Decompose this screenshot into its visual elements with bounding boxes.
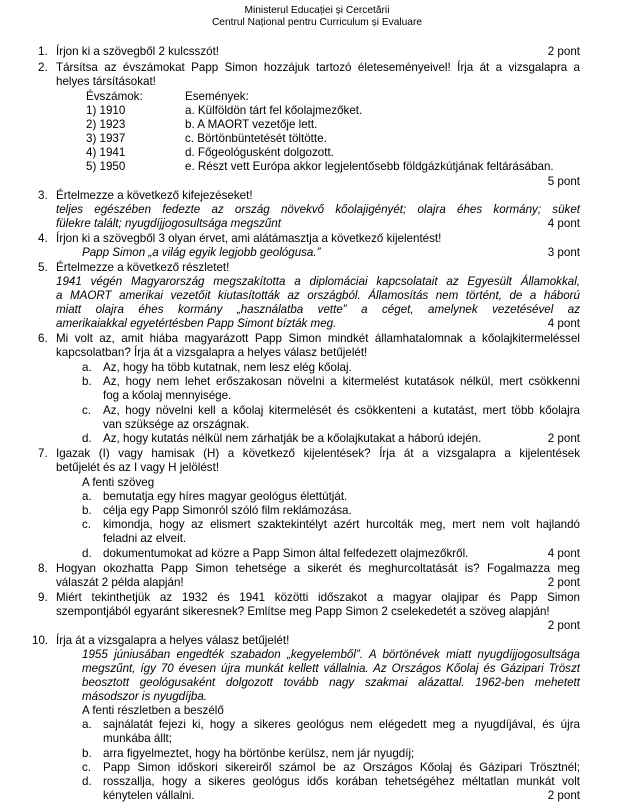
question-text: Értelmezze a következő részletet!: [56, 261, 230, 274]
question-text-cont: kapcsolatban? Írja át a vizsgalapra a helyes válasz betűjelét!: [56, 346, 368, 359]
question-text: Hogyan okozhatta Papp Simon tehetsége a sikerét és meghurcoltatását is? Fogalmazza meg: [56, 562, 580, 575]
points: 2 pont: [547, 576, 580, 589]
quote-line: megszűnt, így 70 évesen újra munkát kellett vállalnia. Az Országos Kőolaj és Gázipari Tröszt: [82, 662, 580, 675]
option-letter: d.: [82, 432, 92, 445]
question-text: Mi volt az, amit hiába magyarázott Papp Simon mindkét államhatalomnak a kőolajkitermeléssel: [56, 332, 580, 345]
question-8: [0, 562, 634, 576]
points: 2 pont: [547, 45, 580, 58]
question-text-cont: betűjelét és az I vagy H jelölést!: [56, 461, 220, 474]
question-text-cont: szempontjából egyaránt sikeresnek? Említse meg Papp Simon 2 cselekedetét a szöveg alapján!: [56, 605, 550, 618]
question-text: Igazak (I) vagy hamisak (H) a következő kijelentések? Írja át a vizsgalapra a kijelentések: [56, 447, 580, 460]
quote-line: teljes egészében fedezte az ország növekvő kőolajigényét; olajra éhes kormány; süket: [56, 203, 580, 216]
option-text-cont: feladni az elveit.: [103, 532, 187, 545]
event: e. Részt vett Európa akkor legjelentősebb földgázkútjának feltárásában.: [185, 160, 554, 173]
points: 3 pont: [547, 246, 580, 259]
question-number: 4.: [38, 232, 48, 245]
option-letter: d.: [82, 775, 92, 788]
option-c: [0, 404, 634, 418]
match-row: [0, 132, 634, 146]
question-9: [0, 591, 634, 605]
year: 5) 1950: [86, 160, 126, 173]
question-number: 9.: [38, 591, 48, 604]
question-number: 10.: [32, 634, 49, 647]
option-b: [0, 504, 634, 518]
question-3: [0, 189, 634, 203]
question-number: 8.: [38, 562, 48, 575]
option-letter: a.: [82, 361, 92, 374]
option-letter: d.: [82, 547, 92, 560]
points: 4 pont: [547, 217, 580, 230]
option-text: Az, hogy nem lehet erőszakosan növelni a kitermelést kutatások nélkül, mert csökkenni: [103, 375, 580, 388]
option-text: Az, hogy ha több kutatnak, nem lesz elég kőolaj.: [103, 361, 352, 374]
header-ministry: Ministerul Educației și Cercetării: [244, 5, 390, 16]
question-text: Társítsa az évszámokat Papp Simon hozzájuk tartozó életeseményeivel! Írja át a vizsgalapra a: [56, 61, 580, 74]
option-letter: c.: [82, 518, 92, 531]
option-d: [0, 547, 634, 561]
option-text-cont: van szüksége az országnak.: [103, 418, 250, 431]
question-text: Írjon ki a szövegből 2 kulcsszót!: [56, 45, 220, 58]
points: 2 pont: [547, 789, 580, 802]
quote-line: 1955 júniusában engedték szabadon „kegyelemből”. A börtönévek miatt nyugdíjjogosultsága: [82, 648, 580, 661]
option-text: Az, hogy kutatás nélkül nem zárhatják be a kőolajkutakat a háború idején.: [103, 432, 482, 445]
match-row: [0, 146, 634, 160]
question-4: [0, 232, 634, 246]
events-header: Események:: [185, 90, 249, 103]
question-number: 7.: [38, 447, 48, 460]
question-number: 2.: [38, 61, 48, 74]
quote-line: amerikaiakkal egyetértésben Papp Simont bízták meg.: [56, 317, 337, 330]
option-letter: b.: [82, 375, 92, 388]
option-text: rosszallja, hogy a sikeres geológus idős korában tehetségéhez méltatlan munkát volt: [103, 775, 580, 788]
question-text: Miért tekinthetjük az 1932 és 1941 közötti időszakot a magyar olajipar és Papp Simon: [56, 591, 580, 604]
option-a: [0, 718, 634, 732]
match-row: [0, 104, 634, 118]
points: 2 pont: [547, 619, 580, 632]
question-number: 3.: [38, 189, 48, 202]
quote-line: 1941 végén Magyarország megszakította a diplomáciai kapcsolatait az Egyesült Államokkal,: [56, 275, 580, 288]
option-text-cont: munkába állt;: [103, 732, 172, 745]
option-text: kimondja, hogy az elismert szaktekintélyt azért hurcolták meg, mert nem volt hajlandó: [103, 518, 580, 531]
year: 4) 1941: [86, 146, 126, 159]
quote-line: miatt olajra éhes kormány „használatba vette” a céget, amelynek vezetésével az: [56, 303, 580, 316]
event: b. A MAORT vezetője lett.: [185, 118, 318, 131]
question-text-cont: válaszát 2 példa alapján!: [56, 576, 184, 589]
question-text: Írja át a vizsgalapra a helyes válasz betűjelét!: [56, 634, 290, 647]
option-text: Az, hogy növelni kell a kőolaj kitermelését és csökkenteni a kutatást, mert több kőolajra: [103, 404, 580, 417]
quote-line: másodszor is nyugdíjba.: [82, 690, 208, 703]
points: 5 pont: [547, 175, 580, 188]
option-letter: a.: [82, 718, 92, 731]
question-text-cont: helyes társításokat!: [56, 75, 156, 88]
quote-line: fülekre talált; nyugdíjjogosultsága megszűnt: [56, 217, 281, 230]
option-c: [0, 518, 634, 532]
points: 4 pont: [547, 317, 580, 330]
lead-text: A fenti részletben a beszélő: [82, 704, 224, 717]
match-row: [0, 160, 634, 174]
question-7: [0, 447, 634, 461]
year: 2) 1923: [86, 118, 126, 131]
option-a: [0, 490, 634, 504]
quote-line: beosztott geológusaként dolgozott tovább nagy szakmai alázattal. 1962-ben mehetett: [82, 676, 580, 689]
option-letter: a.: [82, 490, 92, 503]
option-c: [0, 761, 634, 775]
option-letter: b.: [82, 747, 92, 760]
event: a. Külföldön tárt fel kőolajmezőket.: [185, 104, 363, 117]
event: c. Börtönbüntetését töltötte.: [185, 132, 327, 145]
option-letter: b.: [82, 504, 92, 517]
option-text-cont: kénytelen vállalni.: [103, 789, 195, 802]
option-text: célja egy Papp Simonról szóló film reklámozása.: [103, 504, 352, 517]
lead-text: A fenti szöveg: [82, 476, 155, 489]
option-text: arra figyelmeztet, hogy ha börtönbe kerülsz, nem jár nyugdíj;: [103, 747, 415, 760]
header-center: Centrul Național pentru Curriculum și Evaluare: [211, 17, 423, 28]
match-row: [0, 118, 634, 132]
option-text: Papp Simon időskori sikereiről számol be az Országos Kőolaj és Gázipari Trösztnél;: [103, 761, 580, 774]
option-d: [0, 432, 634, 446]
option-letter: c.: [82, 761, 92, 774]
points: 2 pont: [547, 432, 580, 445]
option-d: [0, 775, 634, 789]
option-letter: c.: [82, 404, 92, 417]
question-number: 5.: [38, 261, 48, 274]
year: 3) 1937: [86, 132, 126, 145]
option-a: [0, 361, 634, 375]
question-5: [0, 261, 634, 275]
question-1: [0, 45, 634, 59]
question-text: Írjon ki a szövegből 3 olyan érvet, ami alátámasztja a következő kijelentést!: [56, 232, 442, 245]
question-2: [0, 61, 634, 75]
question-10: [0, 634, 634, 648]
points: 4 pont: [547, 547, 580, 560]
years-header: Évszámok:: [86, 90, 143, 103]
option-b: [0, 747, 634, 761]
question-number: 1.: [38, 45, 48, 58]
quote-line: Papp Simon „a világ egyik legjobb geológusa.”: [82, 246, 321, 259]
option-text-cont: fog a kőolaj mennyisége.: [103, 389, 232, 402]
year: 1) 1910: [86, 104, 126, 117]
quote-line: a MAORT amerikai vezetőit kiutasították az országból. Államosítás nem történt, de a háború: [56, 289, 580, 302]
option-text: bemutatja egy híres magyar geológus élettútját.: [103, 490, 348, 503]
question-text: Értelmezze a következő kifejezéseket!: [56, 189, 253, 202]
event: d. Főgeológusként dolgozott.: [185, 146, 334, 159]
question-number: 6.: [38, 332, 48, 345]
option-text: sajnálatát fejezi ki, hogy a sikeres geológus nem elégedett meg a nyugdíjával, és újra: [103, 718, 580, 731]
option-text: dokumentumokat ad közre a Papp Simon által felfedezett olajmezőkről.: [103, 547, 469, 560]
question-6: [0, 332, 634, 346]
option-b: [0, 375, 634, 389]
